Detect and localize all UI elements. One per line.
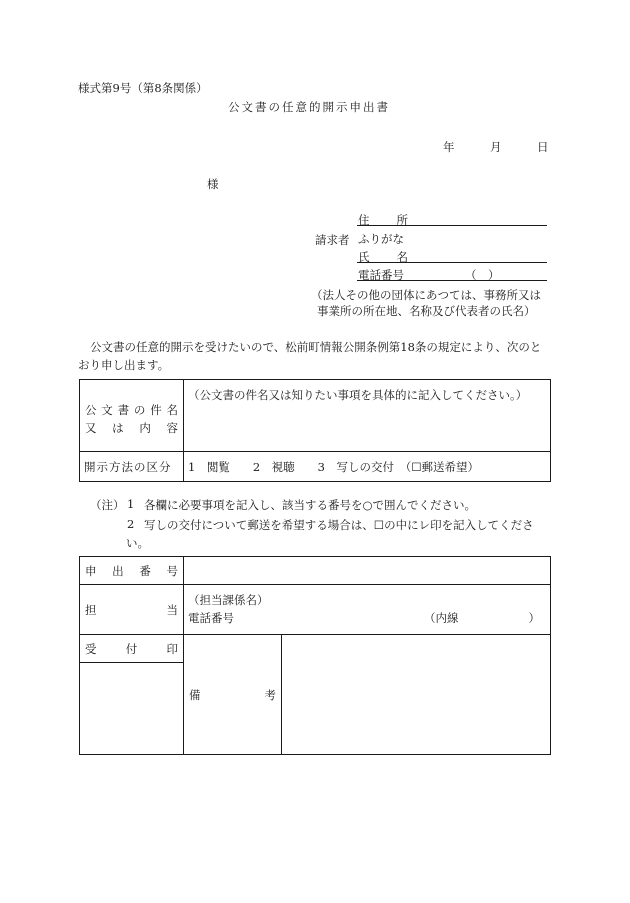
note-prefix: （注） bbox=[90, 498, 125, 512]
phone-parens: （ ） bbox=[465, 268, 500, 282]
office-use-table bbox=[79, 556, 551, 755]
intro-line2: おり申し出ます。 bbox=[78, 358, 170, 372]
document-content-cell[interactable] bbox=[184, 380, 551, 452]
name-line[interactable] bbox=[357, 262, 547, 263]
name-label: 氏 名 bbox=[358, 250, 408, 264]
method-label-cell bbox=[80, 452, 184, 482]
document-label-line2: 又 は 内 容 bbox=[85, 421, 178, 435]
application-number-value[interactable] bbox=[184, 557, 551, 585]
intro-line1: 公文書の任意的開示を受けたいので、松前町情報公開条例第18条の規定により、次のと bbox=[90, 340, 542, 354]
addressee-suffix: 様 bbox=[207, 177, 219, 191]
form-title: 公文書の任意的開示申出書 bbox=[228, 100, 390, 114]
date-month-label: 月 bbox=[490, 140, 502, 154]
corporate-note-line2: 事業所の所在地、名称及び代表者の氏名） bbox=[317, 304, 536, 318]
note-2-number: 2 bbox=[127, 517, 135, 531]
document-label-cell bbox=[80, 380, 184, 452]
method-options-cell[interactable] bbox=[184, 452, 551, 482]
form-number: 様式第9号（第8条関係） bbox=[78, 81, 208, 95]
document-label-line1: 公 文 書 の 件 名 bbox=[85, 403, 178, 417]
note-2-text-line2: い。 bbox=[126, 536, 149, 550]
stamp-label-cell bbox=[80, 635, 184, 663]
phone-line[interactable] bbox=[357, 280, 547, 281]
stamp-area[interactable] bbox=[80, 663, 184, 755]
charge-phone-row bbox=[184, 608, 550, 626]
charge-label-cell bbox=[80, 585, 184, 635]
extension-open: （内線 bbox=[424, 611, 459, 625]
note-1-text: 各欄に必要事項を記入し、該当する番号を○で囲んでください。 bbox=[144, 498, 477, 512]
date-year-label: 年 bbox=[443, 140, 455, 154]
charge-label: 担 当 bbox=[85, 602, 178, 617]
furigana-label: ふりがな bbox=[358, 232, 404, 246]
application-number-label: 申 出 番 号 bbox=[85, 563, 178, 578]
address-line[interactable] bbox=[357, 225, 547, 226]
address-label: 住 所 bbox=[358, 213, 408, 227]
method-label: 開示方法の区分 bbox=[84, 459, 172, 474]
method-options: 1 閲覧 2 視聴 3 写しの交付 （☐郵送希望） bbox=[188, 459, 480, 474]
remarks-value[interactable] bbox=[282, 635, 551, 755]
charge-phone-label: 電話番号 bbox=[188, 611, 234, 625]
requester-label: 請求者 bbox=[315, 233, 350, 247]
note-2-text-line1: 写しの交付について郵送を希望する場合は、☐の中にレ印を記入してくださ bbox=[144, 518, 534, 532]
phone-label: 電話番号 bbox=[358, 268, 404, 282]
corporate-note-line1: （法人その他の団体にあつては、事務所又は bbox=[311, 288, 541, 302]
document-instruction: （公文書の件名又は知りたい事項を具体的に記入してください。） bbox=[188, 388, 528, 402]
application-number-label-cell bbox=[80, 557, 184, 585]
request-table bbox=[79, 379, 551, 482]
remarks-label-cell bbox=[184, 635, 282, 755]
date-day-label: 日 bbox=[537, 140, 549, 154]
charge-cell[interactable] bbox=[184, 585, 551, 635]
note-1-number: 1 bbox=[127, 497, 135, 511]
remarks-label: 備 考 bbox=[189, 687, 276, 702]
extension-close: ） bbox=[528, 611, 540, 625]
charge-section-label: （担当課係名） bbox=[188, 593, 269, 607]
stamp-label: 受 付 印 bbox=[85, 641, 178, 656]
